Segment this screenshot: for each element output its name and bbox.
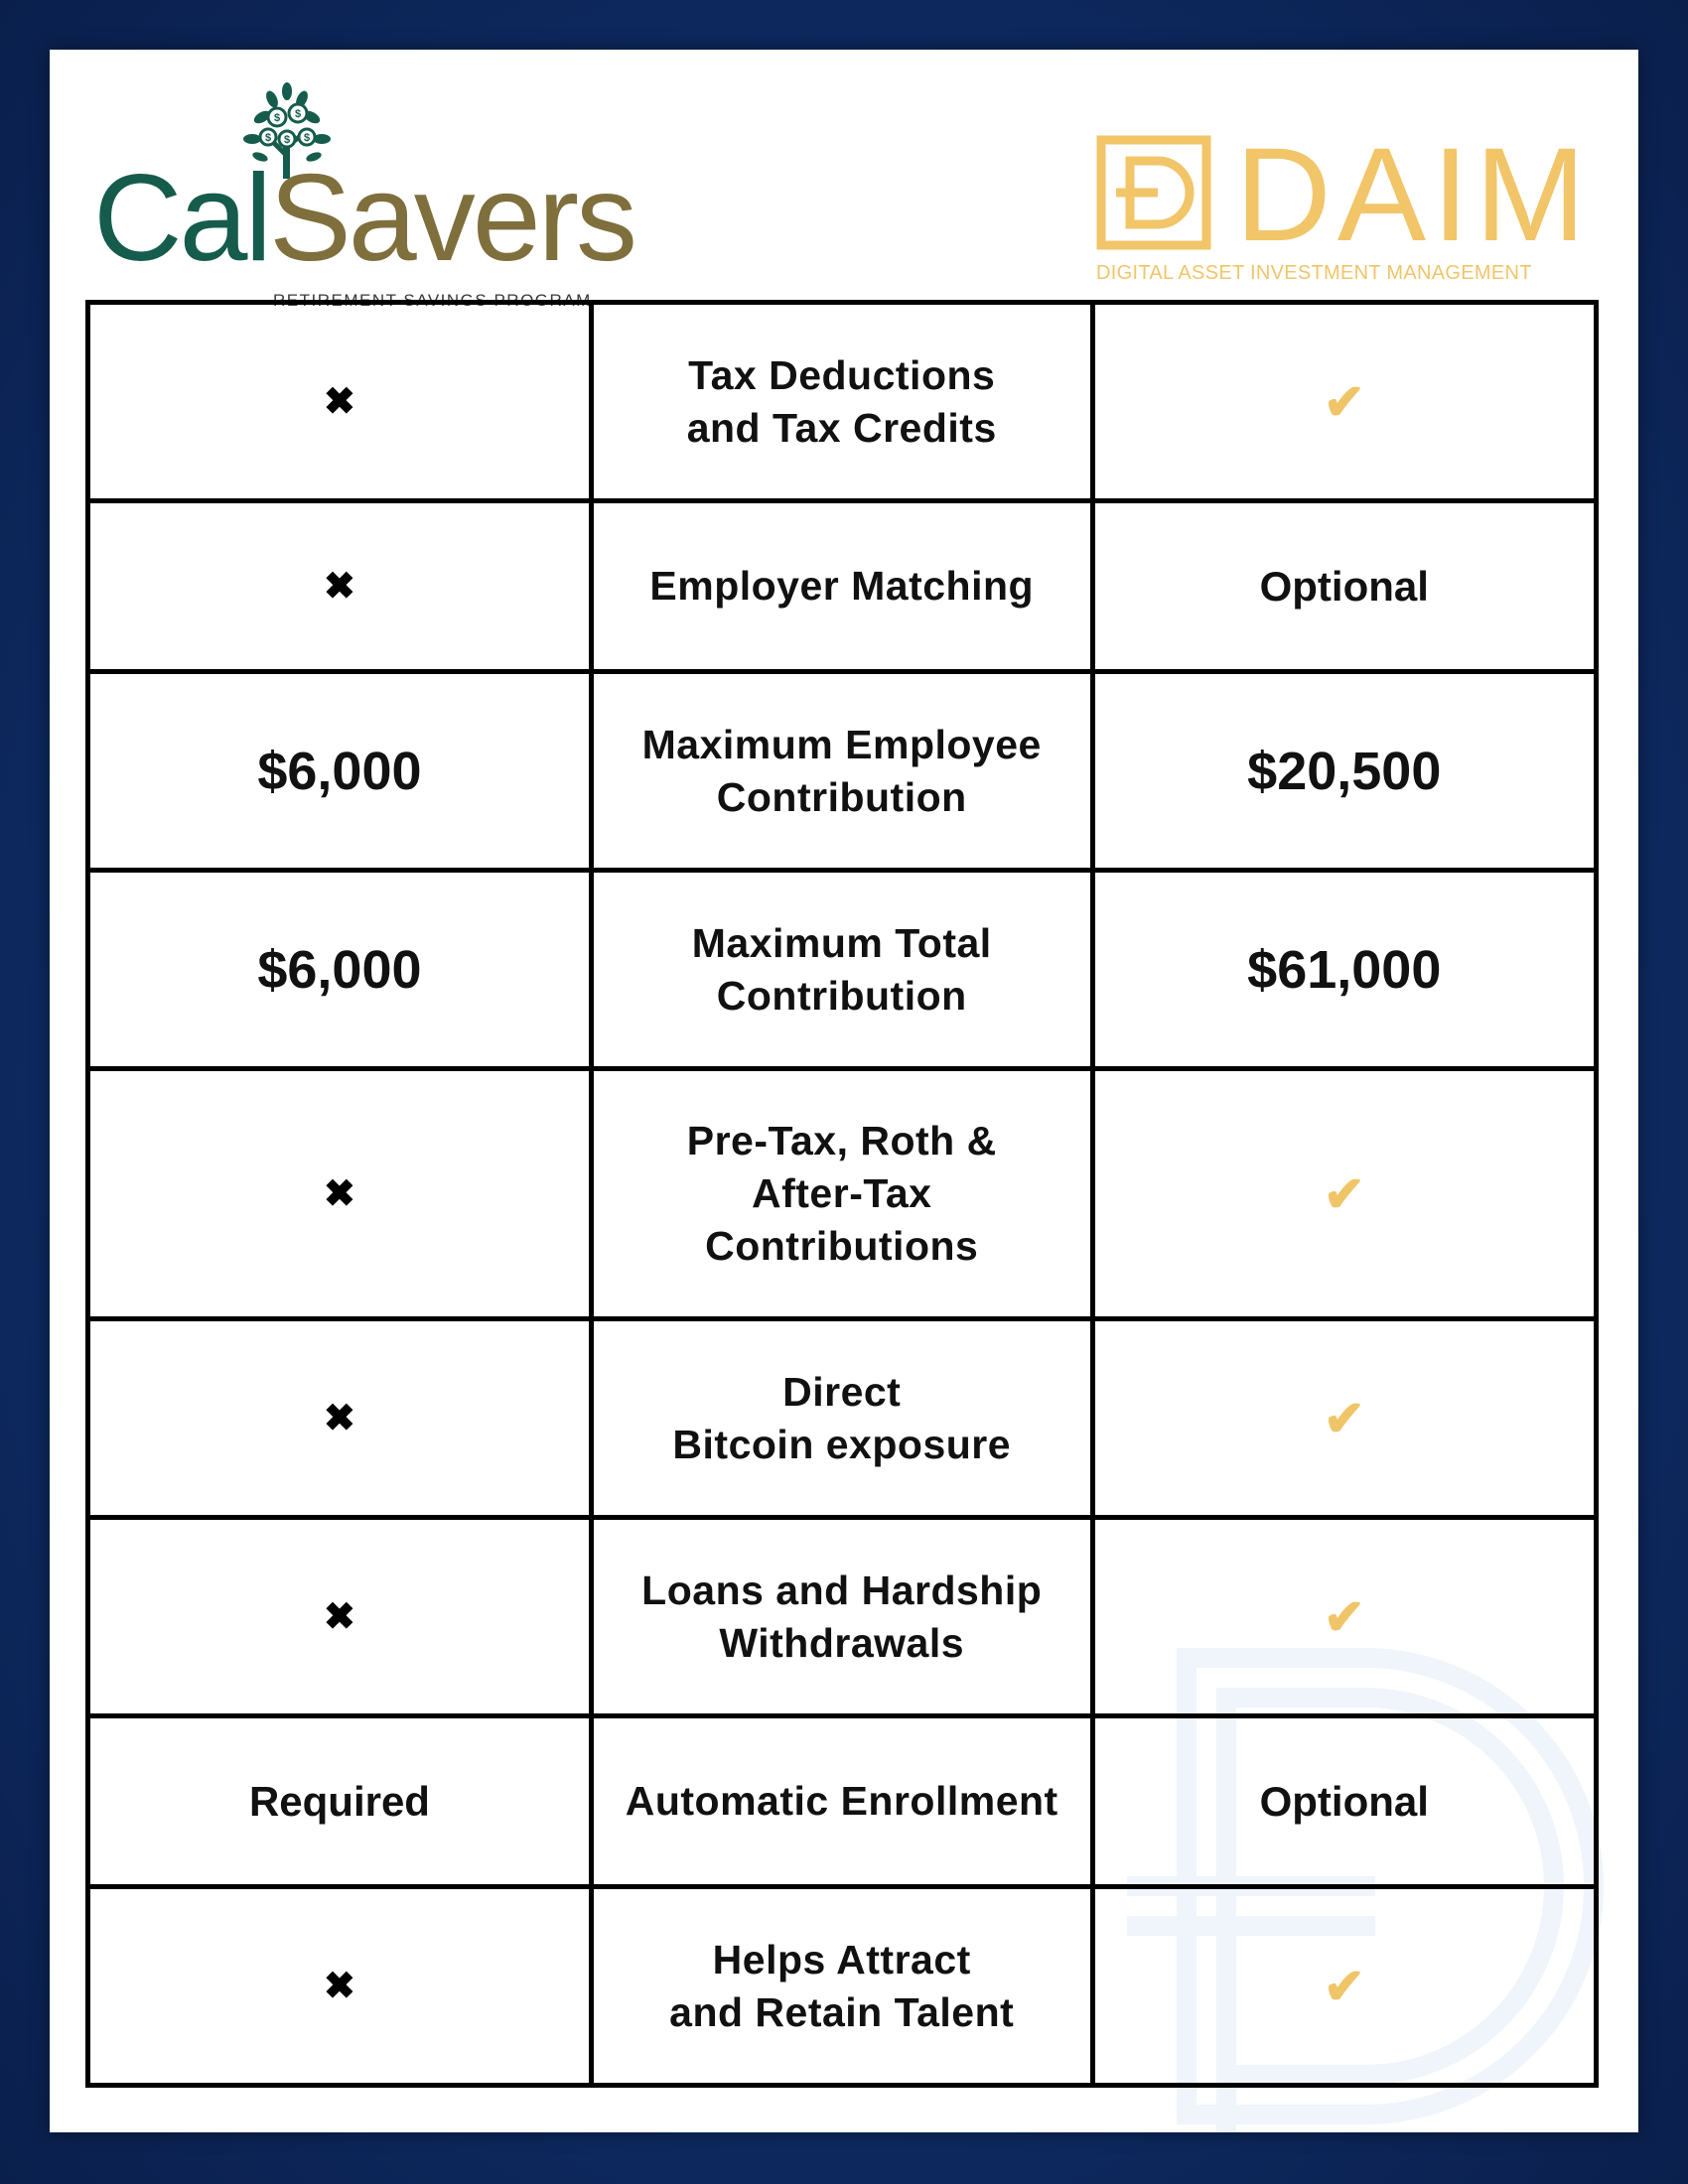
calsavers-cell — [88, 501, 592, 672]
daim-value: $20,500 — [1247, 741, 1442, 801]
feature-label-line: and Retain Talent — [669, 1988, 1015, 2035]
svg-text:$: $ — [283, 134, 291, 146]
feature-cell — [591, 1887, 1092, 2086]
table-row — [88, 501, 1597, 672]
table-row — [88, 1716, 1597, 1887]
cross-icon: ✖ — [324, 1398, 355, 1439]
calsavers-cell — [88, 871, 592, 1069]
feature-label-line: Pre-Tax, Roth & — [686, 1118, 997, 1163]
feature-label-line: Automatic Enrollment — [625, 1778, 1058, 1824]
daim-tagline: DIGITAL ASSET INVESTMENT MANAGEMENT — [1096, 262, 1532, 284]
feature-label-line: Direct — [782, 1368, 902, 1415]
feature-label-line: Tax Deductions — [688, 351, 996, 398]
feature-label-line: After-Tax — [752, 1170, 932, 1216]
feature-label-line: Maximum Employee — [641, 721, 1042, 767]
calsavers-cell — [88, 1518, 592, 1716]
table-row — [88, 1518, 1597, 1716]
daim-value: Optional — [1259, 562, 1429, 610]
feature-cell — [591, 1716, 1092, 1887]
calsavers-cell — [88, 303, 592, 501]
table-row — [88, 1069, 1597, 1319]
calsavers-value: Required — [248, 1777, 430, 1825]
cross-icon: ✖ — [324, 566, 355, 608]
svg-text:$: $ — [294, 108, 302, 120]
feature-label-line: Maximum Total — [691, 919, 992, 966]
calsavers-cell — [88, 672, 592, 871]
daim-cell — [1092, 1319, 1596, 1518]
feature-label-line: Bitcoin exposure — [672, 1421, 1012, 1467]
feature-cell — [591, 303, 1092, 501]
calsavers-value: $6,000 — [257, 741, 422, 801]
table-row — [88, 1319, 1597, 1518]
calsavers-tagline: RETIREMENT SAVINGS PROGRAM — [273, 291, 592, 310]
feature-label-line: and Tax Credits — [686, 404, 997, 451]
check-icon: ✔ — [1323, 373, 1365, 430]
svg-text:$: $ — [303, 132, 311, 144]
daim-monogram-icon — [1096, 135, 1211, 250]
table-row — [88, 871, 1597, 1069]
daim-value: Optional — [1259, 1777, 1429, 1825]
check-icon: ✔ — [1323, 1390, 1365, 1446]
check-icon: ✔ — [1323, 1165, 1365, 1222]
table-row — [88, 672, 1597, 871]
calsavers-cell — [88, 1887, 592, 2086]
svg-text:$: $ — [273, 112, 281, 124]
feature-cell — [591, 1518, 1092, 1716]
cross-icon: ✖ — [324, 1173, 355, 1215]
feature-label-line: Withdrawals — [719, 1619, 965, 1666]
feature-cell — [591, 672, 1092, 871]
feature-label-line: Contribution — [716, 972, 967, 1019]
daim-cell — [1092, 1069, 1596, 1319]
daim-wordmark: DAIM — [1235, 121, 1592, 269]
feature-cell — [591, 871, 1092, 1069]
table-row — [88, 303, 1597, 501]
cross-icon: ✖ — [324, 1596, 355, 1638]
calsavers-cell — [88, 1319, 592, 1518]
daim-cell — [1092, 672, 1596, 871]
daim-cell — [1092, 1887, 1596, 2086]
calsavers-cell — [88, 1069, 592, 1319]
feature-label-line: Contribution — [716, 773, 967, 820]
calsavers-wordmark: CalSavers — [93, 150, 634, 287]
calsavers-cell — [88, 1716, 592, 1887]
feature-cell — [591, 1069, 1092, 1319]
calsavers-logo — [93, 77, 634, 336]
daim-cell — [1092, 303, 1596, 501]
table-row — [88, 1887, 1597, 2086]
daim-cell — [1092, 1518, 1596, 1716]
daim-cell — [1092, 501, 1596, 672]
feature-label-line: Helps Attract — [712, 1936, 971, 1982]
feature-cell — [591, 1319, 1092, 1518]
cross-icon: ✖ — [324, 1966, 355, 2007]
feature-label-line: Contributions — [705, 1223, 979, 1269]
daim-cell — [1092, 871, 1596, 1069]
feature-label-line: Employer Matching — [649, 563, 1035, 609]
comparison-table — [85, 300, 1599, 2088]
check-icon: ✔ — [1323, 1958, 1365, 2014]
svg-text:$: $ — [264, 132, 272, 144]
calsavers-value: $6,000 — [257, 939, 422, 1000]
daim-value: $61,000 — [1247, 939, 1442, 1000]
feature-label-line: Loans and Hardship — [641, 1567, 1043, 1613]
daim-cell — [1092, 1716, 1596, 1887]
check-icon: ✔ — [1323, 1588, 1365, 1645]
cross-icon: ✖ — [324, 381, 355, 423]
comparison-sheet — [50, 50, 1638, 2132]
feature-cell — [591, 501, 1092, 672]
